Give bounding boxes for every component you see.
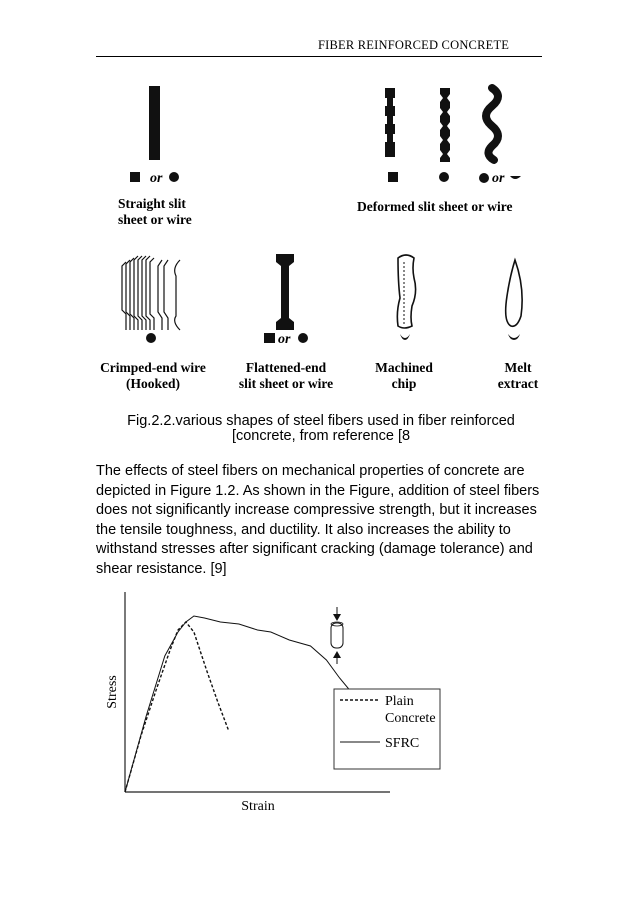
label-line: Crimped-end wire bbox=[100, 360, 206, 375]
running-header: FIBER REINFORCED CONCRETE bbox=[318, 38, 510, 52]
legend-sfrc-label: SFRC bbox=[385, 736, 420, 751]
or-text: or bbox=[278, 332, 291, 347]
label-line: chip bbox=[391, 376, 417, 391]
label-line: slit sheet or wire bbox=[238, 376, 334, 391]
series-sfrc-line bbox=[125, 616, 353, 792]
label-line: (Hooked) bbox=[126, 376, 180, 391]
body-paragraph: The effects of steel fibers on mechanical properties of concrete are depicted in Figure 1.2. As shown in the Figure, addition of steel fibers does not significantly increase compressive strength, but it increases the tensile toughness, and ductility. It also increases the ability to withstand stresses after significant cracking (damage tolerance) and shear resistance. [9] bbox=[96, 463, 540, 577]
figure-caption-line1: Fig.2.2.various shapes of steel fibers used in fiber reinforced bbox=[127, 413, 515, 429]
or-text: or bbox=[492, 171, 505, 186]
label-line: Deformed slit sheet or wire bbox=[357, 199, 513, 214]
figure-caption-line2: [concrete, from reference [8 bbox=[231, 428, 411, 444]
label-line: Straight slit bbox=[118, 196, 186, 211]
label-line: Melt bbox=[504, 360, 532, 375]
label-line: Flattened-end bbox=[245, 360, 327, 375]
specimen-icon bbox=[331, 607, 343, 664]
or-text: or bbox=[150, 171, 163, 186]
series-plain-concrete-line bbox=[125, 622, 228, 792]
label-line: extract bbox=[497, 376, 539, 391]
legend-plain-label: Plain Concrete bbox=[385, 694, 436, 726]
y-axis-label: Stress bbox=[105, 675, 120, 709]
x-axis-label: Strain bbox=[241, 799, 275, 814]
label-line: Machined bbox=[375, 360, 433, 375]
label-line: sheet or wire bbox=[118, 212, 192, 227]
